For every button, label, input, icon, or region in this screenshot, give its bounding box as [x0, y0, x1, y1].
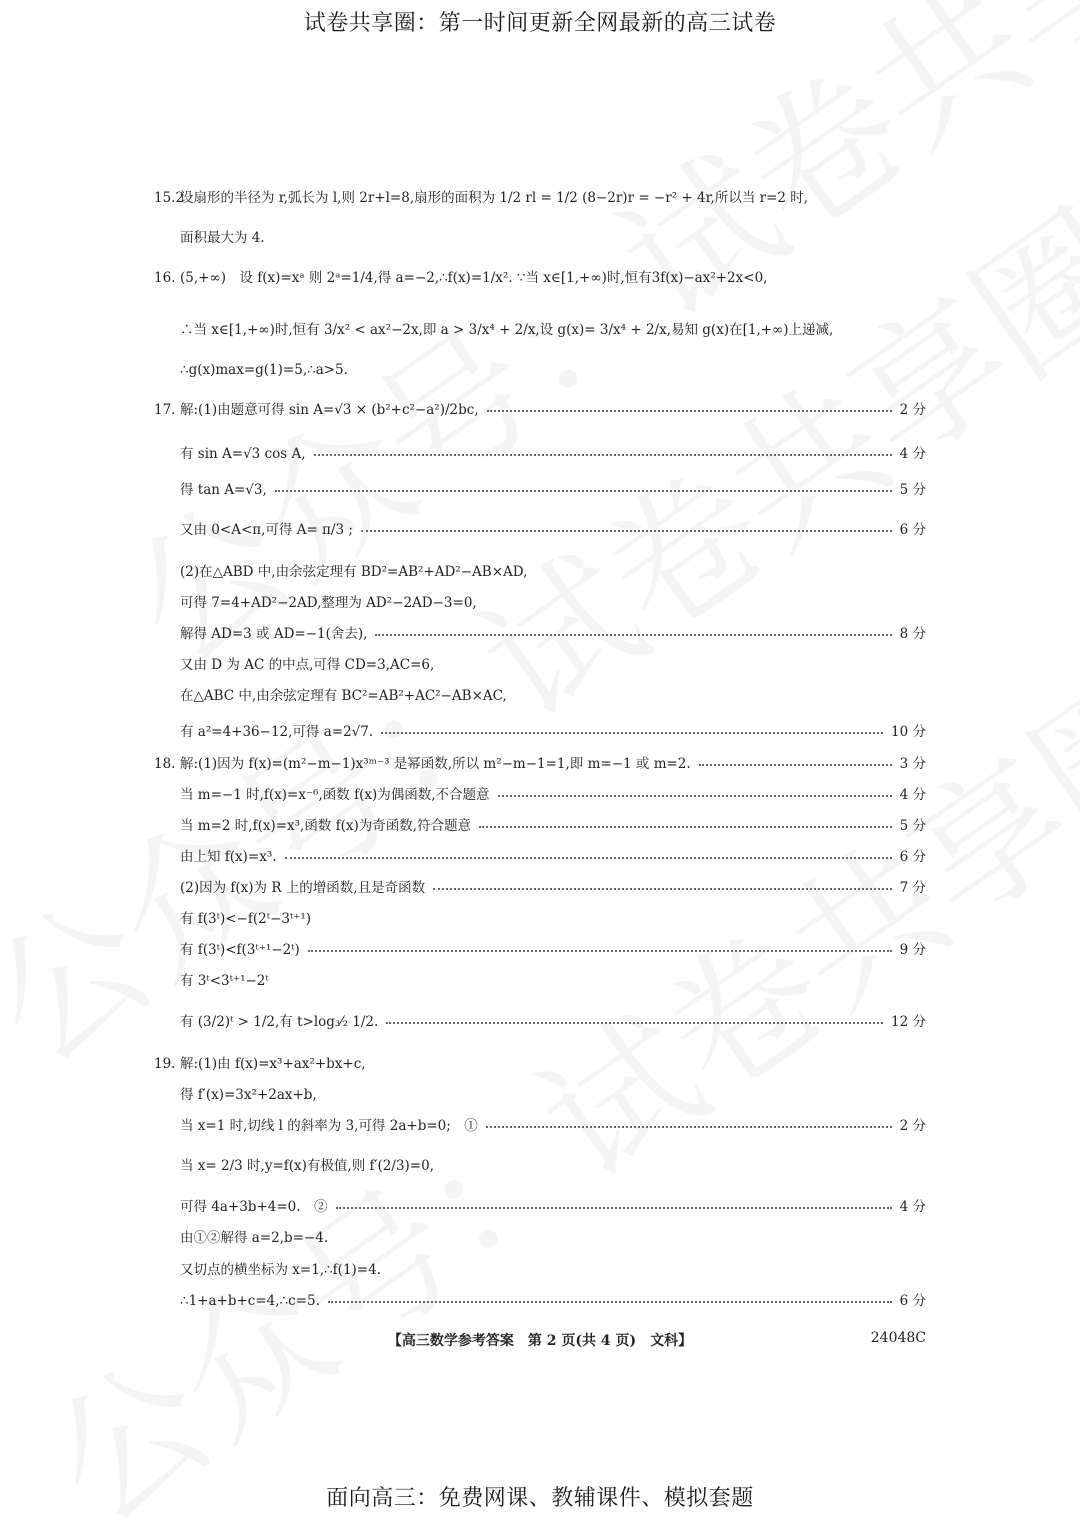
answer-line-8 [180, 522, 926, 539]
line-text: 当 m=−1 时,f(x)=x⁻⁶,函数 f(x)为偶函数,不合题意 [180, 787, 490, 803]
leader-dots [375, 634, 891, 636]
line-text: 当 x=1 时,切线 l 的斜率为 3,可得 2a+b=0; ① [180, 1118, 478, 1134]
leader-dots [479, 826, 892, 828]
question-number: 15.2 [154, 190, 185, 206]
line-text: ∴当 x∈[1,+∞)时,恒有 3/x² < ax²−2x,即 a > 3/x⁴ + 2/x,设 g(x)= 3/x⁴ + 2/x,易知 g(x)在[1,+∞)上递减, [180, 322, 834, 338]
leader-dots [361, 530, 892, 532]
answer-line-19 [180, 880, 926, 897]
line-text: 在△ABC 中,由余弦定理有 BC²=AB²+AC²−AB×AC, [180, 688, 507, 704]
score-label: 5 分 [899, 818, 926, 834]
answer-line-25 [180, 1087, 926, 1104]
line-text: 解得 AD=3 或 AD=−1(舍去), [180, 626, 368, 642]
line-text: 解:(1)由 f(x)=x³+ax²+bx+c, [180, 1056, 366, 1072]
leader-dots [699, 764, 892, 766]
leader-dots [275, 490, 892, 492]
score-label: 6 分 [899, 849, 926, 865]
answer-line-22 [180, 973, 926, 990]
answer-line-3 [180, 322, 926, 339]
answer-line-7 [180, 482, 926, 499]
score-label: 2 分 [899, 402, 926, 418]
line-text: 有 sin A=√3 cos A, [180, 446, 306, 462]
answer-line-0 [154, 190, 926, 207]
score-label: 10 分 [891, 724, 926, 740]
answer-line-16 [180, 787, 926, 804]
bottom-banner: 面向高三：免费网课、教辅课件、模拟套题 [326, 1486, 754, 1511]
answer-line-10 [180, 595, 926, 612]
leader-dots [308, 950, 892, 952]
score-label: 6 分 [899, 1293, 926, 1309]
answer-line-31 [180, 1293, 926, 1310]
line-text: 又由 D 为 AC 的中点,可得 CD=3,AC=6, [180, 657, 435, 673]
leader-dots [386, 1022, 883, 1024]
top-banner: 试卷共享圈：第一时间更新全网最新的高三试卷 [303, 11, 777, 36]
score-label: 8 分 [899, 626, 926, 642]
leader-dots [336, 1207, 892, 1209]
line-text: ∴1+a+b+c=4,∴c=5. [180, 1293, 320, 1309]
answer-line-1 [180, 230, 926, 247]
score-label: 4 分 [899, 1199, 926, 1215]
leader-dots [486, 1126, 892, 1128]
leader-dots [381, 732, 883, 734]
answer-line-14 [180, 724, 926, 741]
line-text: 由①②解得 a=2,b=−4. [180, 1230, 329, 1246]
leader-dots [328, 1301, 892, 1303]
score-label: 2 分 [899, 1118, 926, 1134]
line-text: 得 tan A=√3, [180, 482, 267, 498]
line-text: 解:(1)因为 f(x)=(m²−m−1)x³ᵐ⁻³ 是幂函数,所以 m²−m−1=1,即 m=−1 或 m=2. [180, 756, 691, 772]
score-label: 9 分 [899, 942, 926, 958]
footer-title: 【高三数学参考答案 第 2 页(共 4 页) 文科】 [387, 1333, 693, 1349]
leader-dots [433, 888, 892, 890]
answer-line-23 [180, 1014, 926, 1031]
answer-line-17 [180, 818, 926, 835]
answer-line-18 [180, 849, 926, 866]
score-label: 4 分 [899, 446, 926, 462]
line-text: 可得 4a+3b+4=0. ② [180, 1199, 328, 1215]
line-text: 由上知 f(x)=x³. [180, 849, 277, 865]
score-label: 3 分 [899, 756, 926, 772]
answer-line-6 [180, 446, 926, 463]
line-text: 解:(1)由题意可得 sin A=√3 × (b²+c²−a²)/2bc, [180, 402, 479, 418]
answer-line-12 [180, 657, 926, 674]
line-text: 有 (3/2)ᵗ > 1/2,有 t>log₃⁄₂ 1/2. [180, 1014, 379, 1030]
question-number: 17. [154, 402, 176, 418]
score-label: 7 分 [899, 880, 926, 896]
answer-line-11 [180, 626, 926, 643]
answer-line-20 [180, 911, 926, 928]
leader-dots [487, 410, 892, 412]
score-label: 4 分 [899, 787, 926, 803]
line-text: 面积最大为 4. [180, 230, 265, 246]
line-text: 有 f(3ᵗ)<f(3ᵗ⁺¹−2ᵗ) [180, 942, 300, 958]
answer-line-30 [180, 1262, 926, 1279]
answer-line-2 [154, 270, 926, 287]
line-text: 又由 0<A<π,可得 A= π/3 ; [180, 522, 353, 538]
line-text: (2)在△ABD 中,由余弦定理有 BD²=AB²+AD²−AB×AD, [180, 564, 528, 580]
question-number: 16. [154, 270, 176, 286]
answer-line-15 [154, 756, 926, 773]
answer-line-26 [180, 1118, 926, 1135]
answer-line-29 [180, 1230, 926, 1247]
line-text: ∴g(x)max=g(1)=5,∴a>5. [180, 362, 348, 378]
leader-dots [498, 795, 892, 797]
leader-dots [285, 857, 892, 859]
line-text: 有 a²=4+36−12,可得 a=2√7. [180, 724, 374, 740]
answer-line-9 [180, 564, 926, 581]
answer-line-4 [180, 362, 926, 379]
line-text: 可得 7=4+AD²−2AD,整理为 AD²−2AD−3=0, [180, 595, 477, 611]
answer-line-21 [180, 942, 926, 959]
line-text: 又切点的横坐标为 x=1,∴f(1)=4. [180, 1262, 381, 1278]
line-text: 有 f(3ᵗ)<−f(2ᵗ−3ᵗ⁺¹) [180, 911, 312, 927]
line-text: (5,+∞) 设 f(x)=xᵃ 则 2ᵃ=1/4,得 a=−2,∴f(x)=1/x². ∵当 x∈[1,+∞)时,恒有3f(x)−ax²+2x<0, [180, 270, 768, 286]
score-label: 6 分 [899, 522, 926, 538]
answer-line-28 [180, 1199, 926, 1216]
score-label: 12 分 [891, 1014, 926, 1030]
footer-code: 24048C [870, 1330, 926, 1346]
answer-line-24 [154, 1056, 926, 1073]
line-text: 得 f′(x)=3x²+2ax+b, [180, 1087, 317, 1103]
line-text: 当 x= 2/3 时,y=f(x)有极值,则 f′(2/3)=0, [180, 1158, 434, 1174]
answer-line-5 [154, 402, 926, 419]
score-label: 5 分 [899, 482, 926, 498]
question-number: 19. [154, 1056, 176, 1072]
line-text: (2)因为 f(x)为 R 上的增函数,且是奇函数 [180, 880, 426, 896]
answer-line-13 [180, 688, 926, 705]
line-text: 当 m=2 时,f(x)=x³,函数 f(x)为奇函数,符合题意 [180, 818, 472, 834]
leader-dots [314, 454, 892, 456]
answer-line-27 [180, 1158, 926, 1175]
line-text: 有 3ᵗ<3ᵗ⁺¹−2ᵗ [180, 973, 269, 989]
line-text: 设扇形的半径为 r,弧长为 l,则 2r+l=8,扇形的面积为 1/2 rl = 1/2 (8−2r)r = −r² + 4r,所以当 r=2 时, [180, 190, 809, 206]
question-number: 18. [154, 756, 176, 772]
